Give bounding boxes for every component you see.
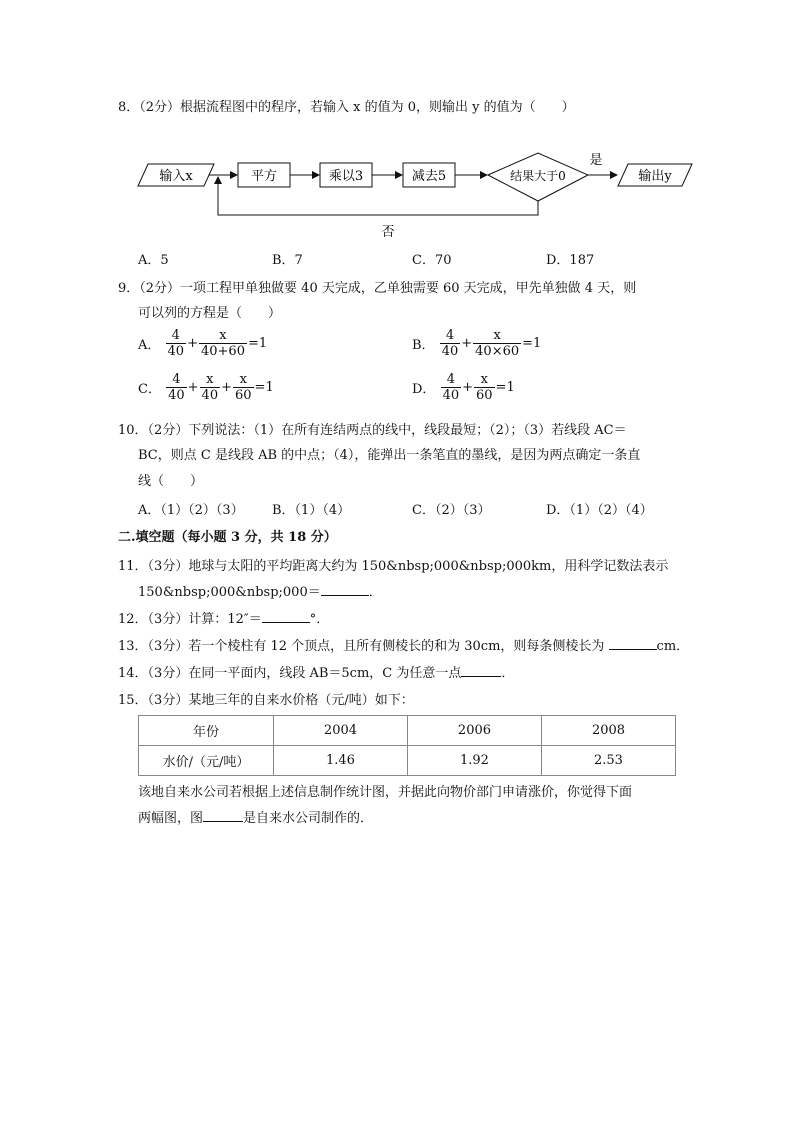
table-cell: 2008: [541, 716, 675, 746]
flow-input-label: 输入x: [159, 169, 193, 184]
q15-after-line1: 该地自来水公司若根据上述信息制作统计图，并据此向物价部门申请涨价，你觉得下面: [138, 785, 633, 800]
q9-c-label: C．: [138, 382, 161, 397]
water-price-table: [138, 715, 676, 776]
q8-text: 8．（2分）根据流程图中的程序，若输入 x 的值为 0，则输出 y 的值为（ ）: [118, 100, 575, 115]
flow-yes-label: 是: [589, 153, 603, 168]
q9-a-label: A．: [138, 338, 161, 353]
q9-line2: 可以列的方程是（ ）: [138, 306, 282, 321]
q11-answer-blank[interactable]: [321, 583, 369, 596]
flow-decision-label: 结果大于0: [510, 169, 566, 183]
flow-step-subtract-label: 减去5: [411, 169, 447, 184]
table-cell: 2.53: [541, 746, 675, 776]
q9-option-b: B． $\frac{4}{40}$ + $\frac{x}{40\times 60}$ =1: [412, 328, 542, 359]
q8-option-b: B．7: [272, 253, 303, 268]
flow-output-label: 输出y: [638, 169, 672, 184]
q14-answer-blank[interactable]: [461, 664, 501, 677]
q10-line3: 线（ ）: [138, 474, 204, 489]
q14-line: 14．（3分）在同一平面内，线段 AB＝5cm，C 为任意一点 ．: [118, 666, 515, 681]
q15-after-line2: 两幅图，图 是自来水公司制作的．: [138, 811, 374, 826]
table-row: [139, 746, 676, 776]
q10-option-a: A．（1）（2）（3）: [138, 503, 244, 518]
q9-option-c: C． $\frac{4}{40}$ + $\frac{x}{40}$ + $\frac{x}{60}$ =1: [138, 372, 274, 403]
table-cell: 2004: [273, 716, 407, 746]
table-cell: 1.46: [273, 746, 407, 776]
table-cell: 水价/（元/吨）: [139, 746, 274, 776]
table-header-row: [139, 716, 676, 746]
q9-option-a: A． $\frac{4}{40}$ + $\frac{x}{40+60}$ =1: [138, 328, 268, 359]
q8-option-d: D．187: [546, 253, 595, 268]
q10-line2: BC，则点 C 是线段 AB 的中点；（4），能弹出一条笔直的墨线，是因为两点确定一条直: [138, 448, 641, 463]
table-cell: 年份: [139, 716, 274, 746]
q12-line: 12．（3分）计算：12″＝ °．: [118, 612, 330, 627]
q13-answer-blank[interactable]: [609, 637, 657, 650]
q15-answer-blank[interactable]: [203, 809, 243, 822]
q9-line1: 9．（2分）一项工程甲单独做要 40 天完成，乙单独需要 60 天完成，甲先单独做 4 天，则: [118, 281, 637, 296]
q11-line2: 150&nbsp;000&nbsp;000＝ ．: [138, 585, 382, 600]
q9-d-label: D．: [412, 382, 436, 397]
q12-answer-blank[interactable]: [262, 610, 310, 623]
q9-b-label: B．: [412, 338, 435, 353]
table-cell: 1.92: [407, 746, 541, 776]
table-cell: 2006: [407, 716, 541, 746]
q10-option-c: C．（2）（3）: [412, 503, 491, 518]
q11-line1: 11．（3分）地球与太阳的平均距离大约为 150&nbsp;000&nbsp;000km，用科学记数法表示: [118, 559, 669, 574]
q8-option-a: A．5: [138, 253, 169, 268]
flow-step-square-label: 平方: [250, 169, 278, 184]
q15-text: 15．（3分）某地三年的自来水价格（元/吨）如下：: [118, 693, 414, 708]
q10-option-d: D．（1）（2）（4）: [546, 503, 653, 518]
q10-option-b: B．（1）（4）: [272, 503, 351, 518]
q8-option-c: C．70: [412, 253, 452, 268]
q13-line: 13．（3分）若一个棱柱有 12 个顶点，且所有侧棱长的和为 30cm，则每条侧棱长为 cm．: [118, 639, 690, 654]
section-heading-fill-in: 二.填空题（每小题 3 分，共 18 分）: [118, 530, 337, 545]
q9-option-d: D． $\frac{4}{40}$ + $\frac{x}{60}$ =1: [412, 372, 515, 403]
flowchart: [130, 150, 700, 240]
flow-step-multiply-label: 乘以3: [328, 169, 364, 184]
q10-line1: 10．（2分）下列说法：（1）在所有连结两点的线中，线段最短；（2）；（3）若线段 AC＝: [118, 423, 627, 438]
flow-no-label: 否: [381, 225, 395, 240]
